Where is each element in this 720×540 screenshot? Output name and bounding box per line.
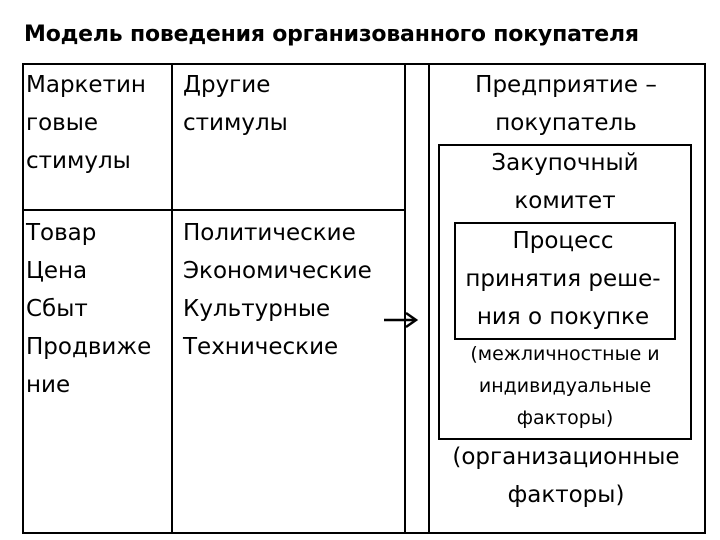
column-divider-1: [171, 64, 173, 534]
marketing-header-line: говые: [26, 110, 99, 136]
table-bottom-border: [22, 532, 706, 534]
marketing-item: Цена: [26, 258, 88, 284]
other-item: Экономические: [183, 258, 372, 284]
other-header-line: Другие: [183, 72, 271, 98]
table-top-border: [22, 63, 706, 65]
enterprise-header-line: Предприятие –: [475, 72, 657, 98]
table-right-border: [704, 64, 706, 534]
org-factors-label: (организационные: [452, 444, 680, 470]
marketing-item: Сбыт: [26, 296, 88, 322]
other-item: Политические: [183, 220, 356, 246]
process-label: Процесс: [512, 228, 614, 254]
other-item: Культурные: [183, 296, 331, 322]
arrow-right-icon: [382, 310, 422, 330]
other-item: Технические: [183, 334, 339, 360]
diagram-title: Модель поведения организованного покупателя: [24, 22, 639, 47]
marketing-header-line: Маркетин: [26, 72, 146, 98]
personal-factors-label: факторы): [516, 407, 614, 429]
table-left-border: [22, 64, 24, 534]
process-label: принятия реше-: [465, 266, 661, 292]
marketing-header-line: стимулы: [26, 148, 131, 174]
process-label: ния о покупке: [476, 304, 650, 330]
enterprise-header-line: покупатель: [495, 110, 637, 136]
other-header-line: стимулы: [183, 110, 288, 136]
personal-factors-label: (межличностные и: [470, 343, 660, 365]
committee-label: комитет: [514, 188, 616, 214]
marketing-item: Продвиже: [26, 334, 152, 360]
marketing-item: ние: [26, 372, 71, 398]
committee-label: Закупочный: [491, 150, 639, 176]
marketing-item: Товар: [26, 220, 97, 246]
org-factors-label: факторы): [507, 482, 625, 508]
header-separator: [22, 209, 406, 211]
personal-factors-label: индивидуальные: [478, 375, 652, 397]
column-divider-2: [404, 64, 406, 534]
